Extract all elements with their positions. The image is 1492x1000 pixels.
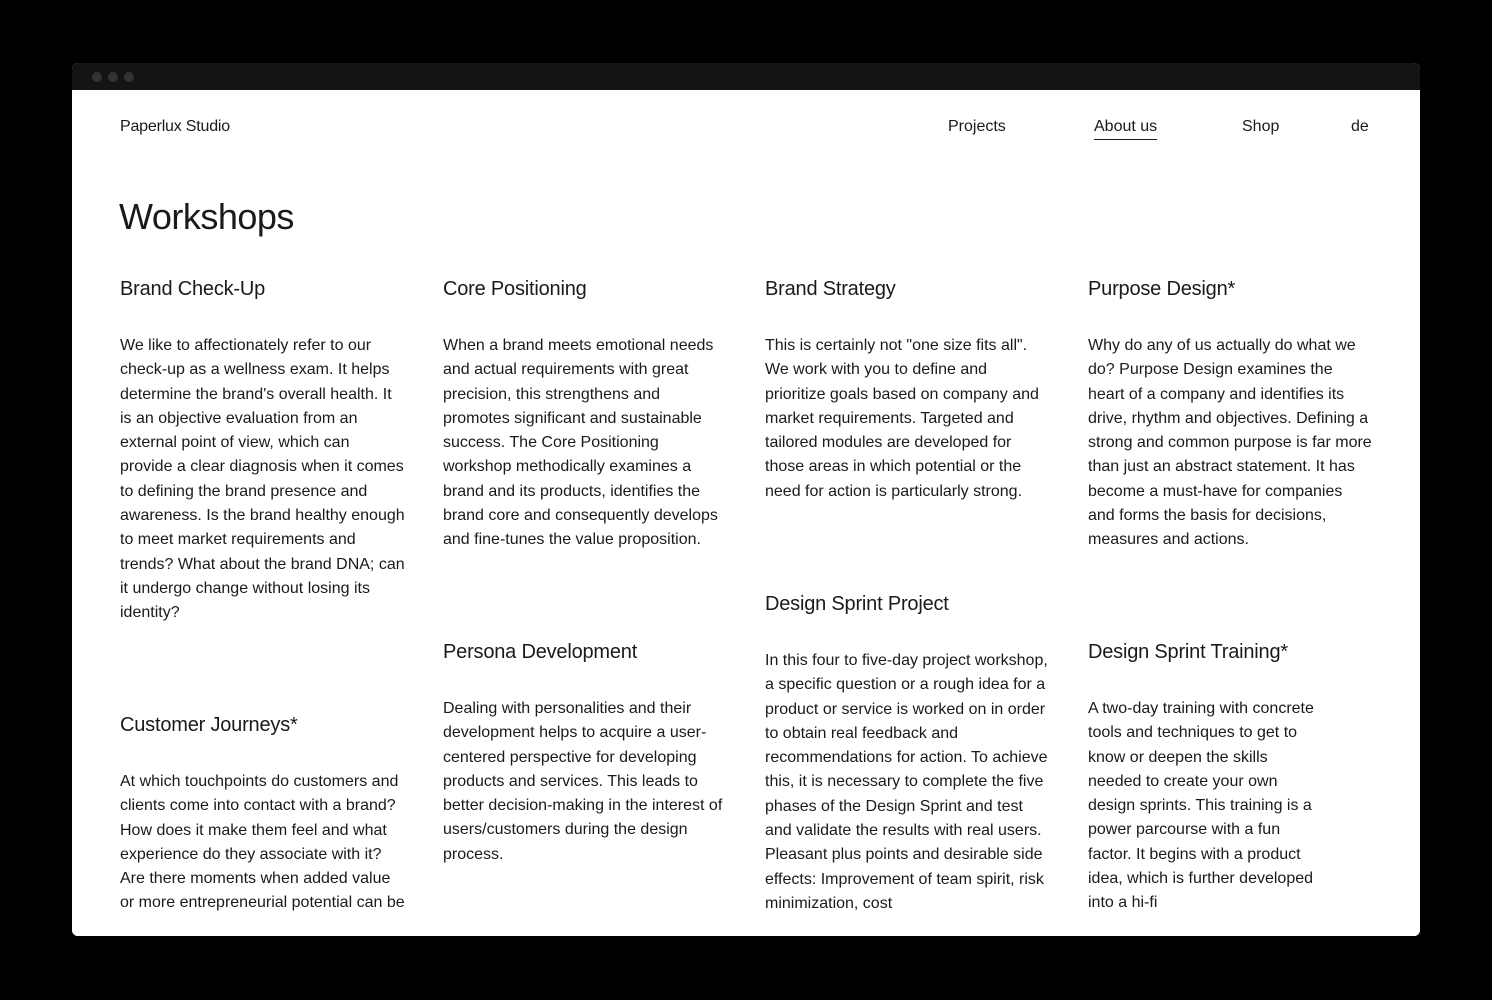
workshop-description: This is certainly not "one size fits all". We work with you to define and prioritize goals based on company and market requirements. Targeted and tailored modules are developed for those areas in which potential or the need for action is particularly strong.: [765, 337, 1039, 500]
workshop-purpose-design: [1088, 277, 1373, 553]
nav-projects[interactable]: Projects: [948, 118, 1006, 135]
nav-shop[interactable]: Shop: [1242, 118, 1280, 135]
workshop-description: Why do any of us actually do what we do? Purpose Design examines the heart of a company and identifies its drive, rhythm and objectives. Defining a strong and common purpose is far more than just an abstract statement. It has become a must-have for companies and forms the basis for decisions, measures and actions.: [1088, 337, 1372, 549]
workshop-design-sprint-training: [1088, 640, 1318, 916]
workshop-design-sprint-project: [765, 592, 1050, 916]
workshop-brand-check-up: [120, 277, 405, 626]
window-close-dot[interactable]: [92, 72, 102, 82]
workshop-title: Brand Strategy: [765, 278, 896, 300]
workshop-title: Customer Journeys*: [120, 714, 298, 736]
workshop-persona-development: [443, 640, 728, 867]
language-switch-de[interactable]: de: [1351, 118, 1369, 135]
workshop-description: We like to affectionately refer to our check-up as a wellness exam. It helps determine the brand's overall health. It is an objective evaluation from an external point of view, which can provide a clear diagnosis when it comes to defining the brand presence and awareness. Is the brand healthy enough to meet market requirements and trends? What about the brand DNA; can it undergo change without losing its identity?: [120, 337, 405, 622]
workshop-title: Persona Development: [443, 641, 638, 663]
workshop-description: When a brand meets emotional needs and actual requirements with great precision, this strengthens and promotes significant and sustainable success. The Core Positioning workshop methodically examines a brand and its products, identifies the brand core and consequently develops and fine-tunes the value proposition.: [443, 337, 718, 549]
window-maximize-dot[interactable]: [124, 72, 134, 82]
nav-about-us[interactable]: About us: [1094, 118, 1157, 140]
workshop-title: Design Sprint Project: [765, 593, 949, 615]
page-viewport: [72, 90, 1420, 936]
workshop-description: In this four to five-day project workshop, a specific question or a rough idea for a product or service is worked on in order to obtain real feedback and recommendations for action. To achieve this, it is necessary to complete the five phases of the Design Sprint and test and validate the results with real users. Pleasant plus points and desirable side effects: Improvement of team spirit, risk minimization, cost: [765, 652, 1048, 912]
brand-logo-link[interactable]: Paperlux Studio: [120, 118, 230, 135]
workshop-brand-strategy: [765, 277, 1050, 504]
workshop-description: At which touchpoints do customers and clients come into contact with a brand? How does it make them feel and what experience do they associate with it? Are there moments when added value or more entrepreneurial potential can be: [120, 773, 405, 912]
workshop-core-positioning: [443, 277, 728, 553]
workshop-description: A two-day training with concrete tools and techniques to get to know or deepen the skills needed to create your own design sprints. This training is a power parcourse with a fun factor. It begins with a product idea, which is further developed into a hi-fi: [1088, 700, 1314, 912]
window-minimize-dot[interactable]: [108, 72, 118, 82]
workshop-title: Core Positioning: [443, 278, 587, 300]
workshop-title: Brand Check-Up: [120, 278, 266, 300]
workshop-title: Purpose Design*: [1088, 278, 1236, 300]
workshop-title: Design Sprint Training*: [1088, 641, 1288, 663]
workshop-customer-journeys: [120, 713, 405, 916]
page-title: Workshops: [119, 196, 294, 237]
browser-window: [72, 63, 1420, 936]
workshop-description: Dealing with personalities and their development helps to acquire a user-centered perspective for developing products and services. This leads to better decision-making in the interest of users/customers during the design process.: [443, 700, 723, 863]
window-titlebar: [72, 63, 1420, 90]
